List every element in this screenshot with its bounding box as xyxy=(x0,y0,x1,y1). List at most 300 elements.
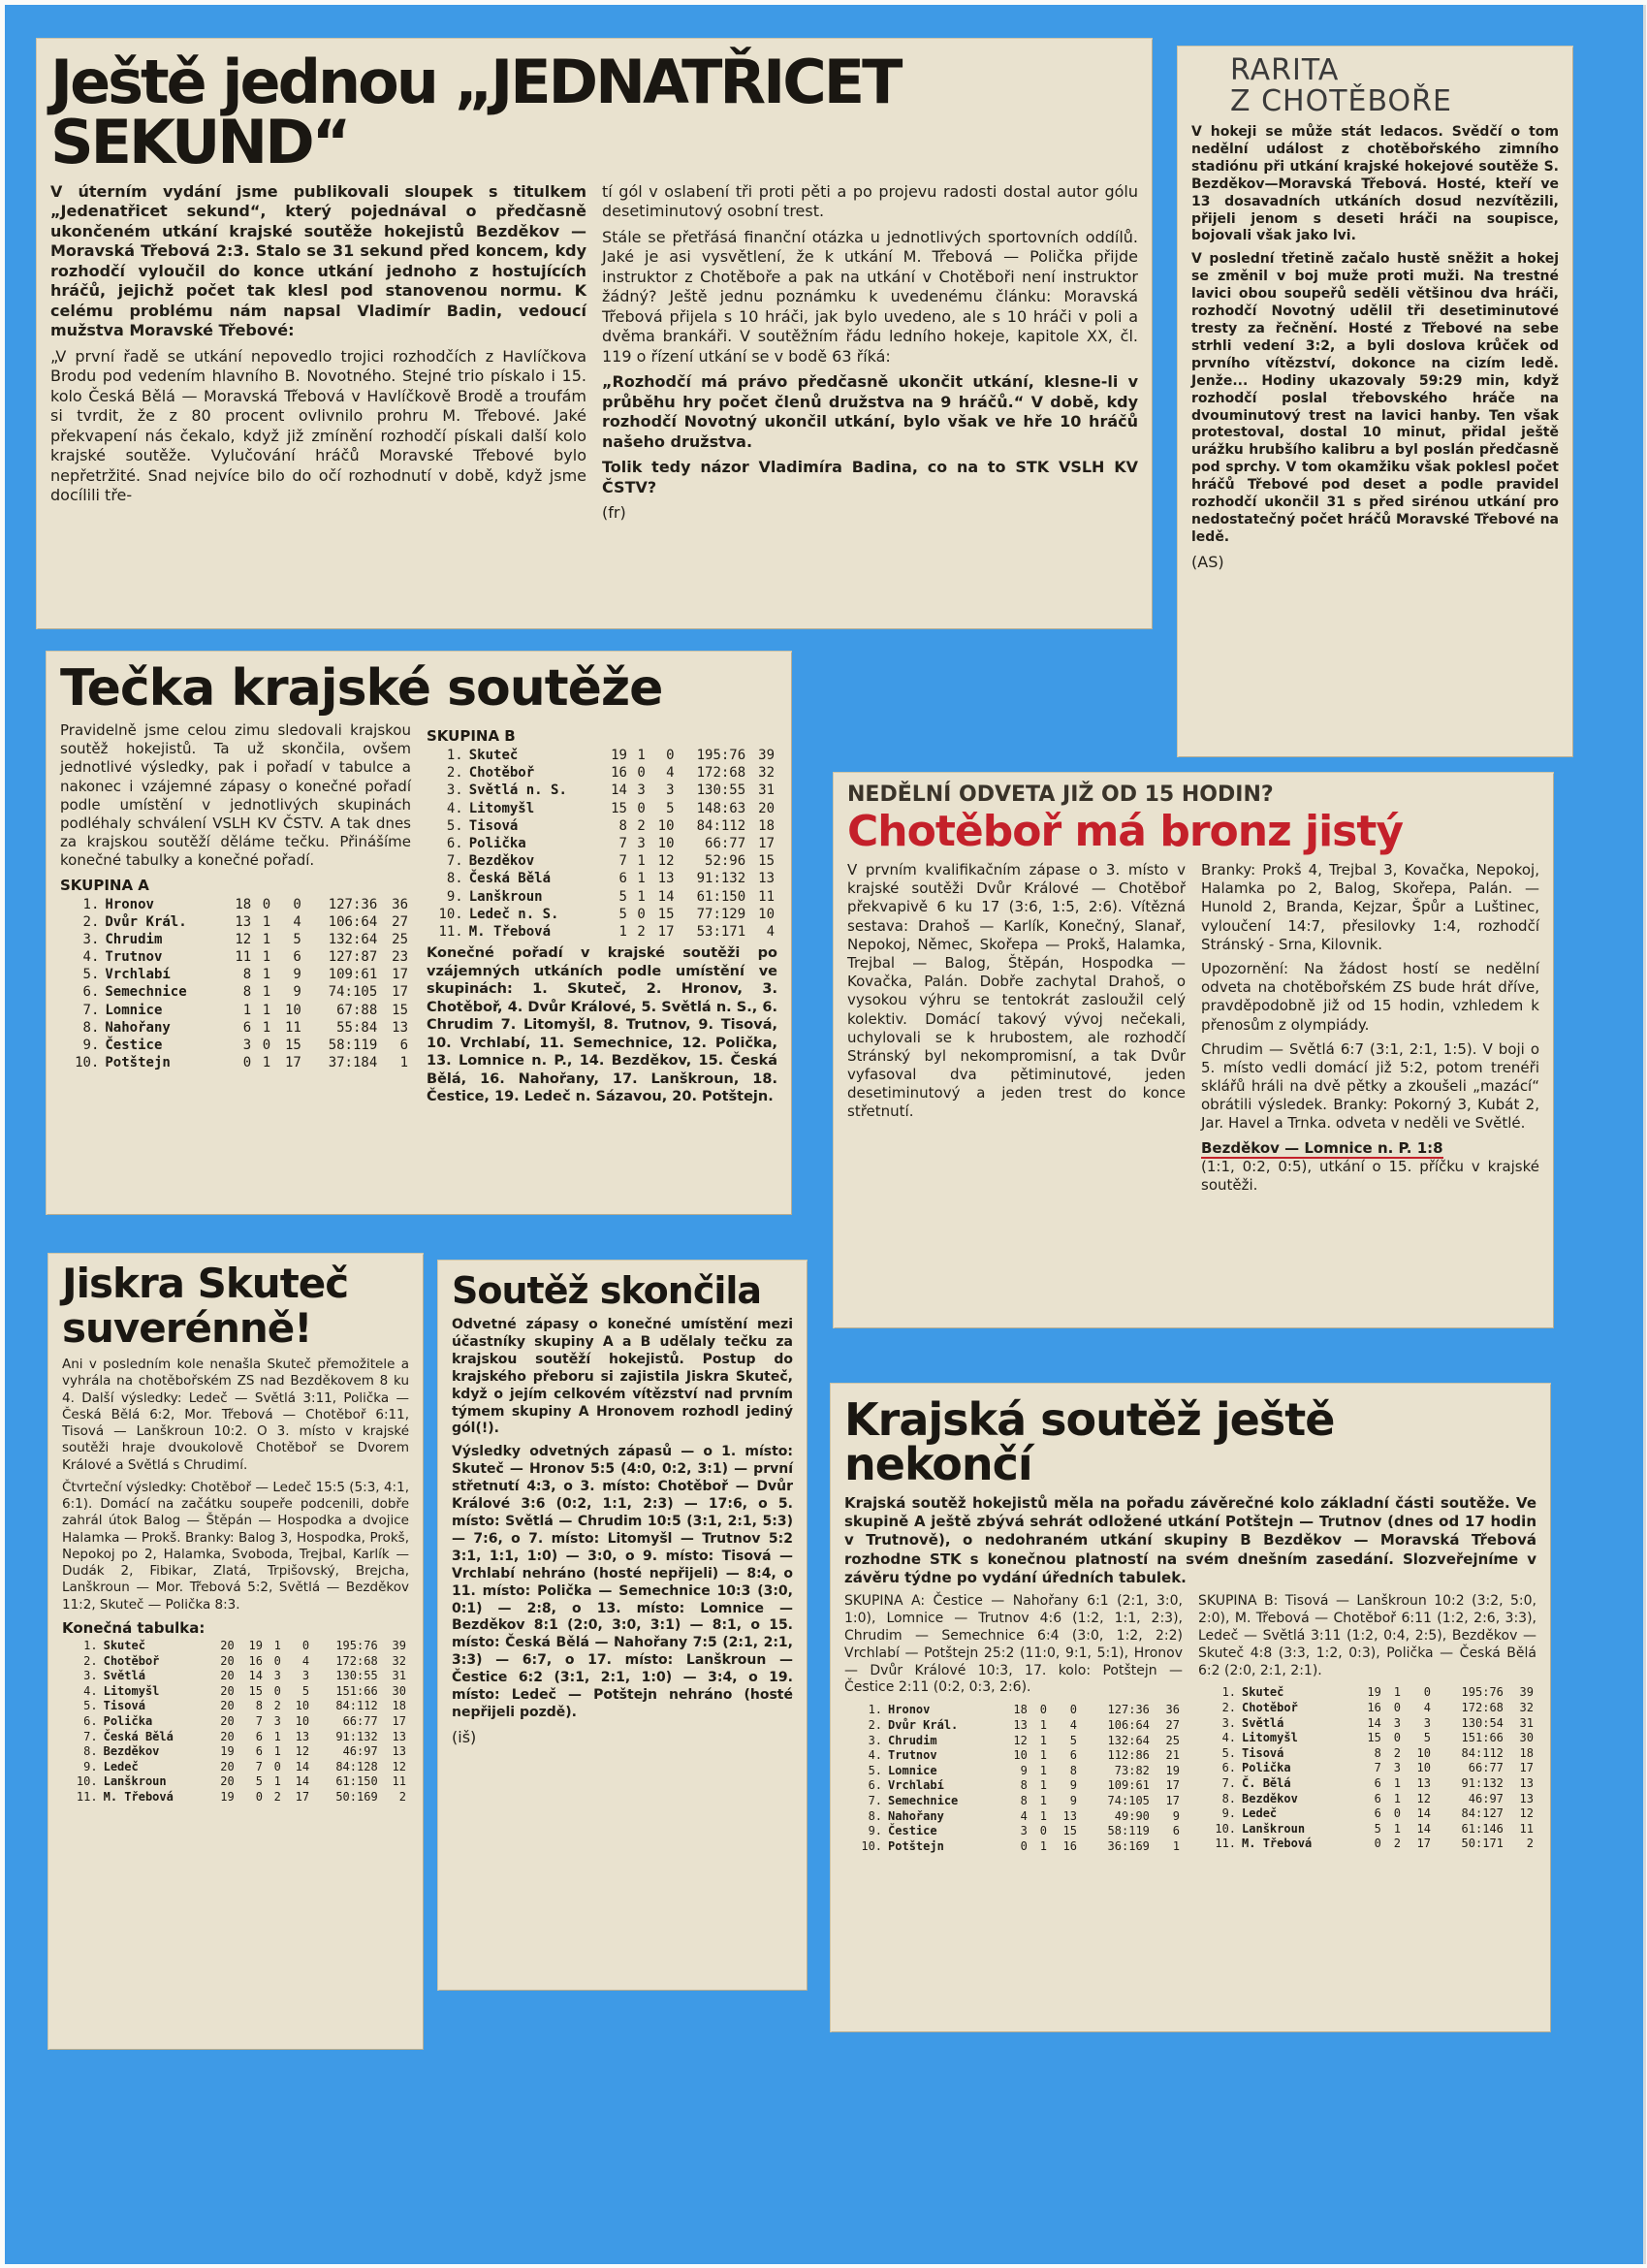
table-cell: 8 xyxy=(1020,1778,1028,1793)
table-cell: 46:97 xyxy=(1468,1791,1504,1805)
table-row xyxy=(427,888,777,906)
table-row xyxy=(844,1718,1183,1734)
team-name: Hronov xyxy=(888,1703,931,1717)
table-cell: 30 xyxy=(392,1683,406,1698)
table-cell: 18 xyxy=(1013,1703,1028,1717)
table-cell: 2 xyxy=(273,1789,281,1804)
table-cell: 5 xyxy=(293,931,301,947)
table-cell: 7 xyxy=(255,1759,263,1773)
table-cell: 30 xyxy=(1519,1731,1534,1745)
article-paragraph: Čtvrteční výsledky: Chotěboř — Ledeč 15:5 (5:3, 4:1, 6:1). Domácí na začátku soupeře podcenili, dobře zahrál útok Balog — Štěpán — Hospodka a dvojice Halamka — Prokš. Branky: Balog 3, Hospodka, Prokš, Nepokoj po 2, Halamka, Svoboda, Trejbal, Karlík — Dudák 2, Fibikar, Zlatá, Trpišovský, Brejcha, Lanškroun — Mor. Třebová 5:2, Světlá — Bezděkov 11:2, Skuteč — Polička 8:3. xyxy=(62,1479,409,1613)
table-cell: 7. xyxy=(83,1729,98,1743)
table-cell: 1 xyxy=(637,871,646,887)
article-paragraph: V prvním kvalifikačním zápase o 3. místo v krajské soutěži Dvůr Králové — Chotěboř překvapivě 6 ku 17 (3:6, 1:5, 2:6). Vítězná sestava: Drahoš — Karlík, Konečný, Slanař, Nepokoj, Němec, Skořepa — Prokš, Halamka, Trejbal — Balog, Štěpán, Hospodka — Kovačka, Palán. Dobře zachytal Drahoš, o vysokou výhru se tentokrát zasloužil celý kolektiv. Domácí takový vývoj nečekali, uchylovali se k hrubostem, ale rozhodčí Stránský byl nekompromisní, a tak Dvůr vyfasoval dva pětiminutové, jeden desetiminutový a jeden trest do konce střetnutí. xyxy=(847,861,1186,1121)
table-cell: 13 xyxy=(758,871,775,887)
table-cell: 1 xyxy=(637,853,646,870)
table-cell: 84:128 xyxy=(335,1759,378,1773)
table-cell: 10 xyxy=(758,906,775,922)
table-cell: 10. xyxy=(1215,1821,1237,1836)
table-cell: 15 xyxy=(611,800,627,816)
table-cell: 1 xyxy=(273,1744,281,1759)
table-cell: 1 xyxy=(1393,1821,1401,1836)
team-name: Skuteč xyxy=(103,1638,145,1652)
table-row xyxy=(60,966,411,983)
table-cell: 15 xyxy=(657,906,675,922)
table-cell: 66:77 xyxy=(1468,1761,1504,1775)
table-cell: 39 xyxy=(758,748,775,763)
table-cell: 3. xyxy=(868,1733,883,1747)
table-cell: 3. xyxy=(83,1669,98,1683)
table-cell: 6. xyxy=(82,984,100,1001)
table-cell: 1 xyxy=(637,748,646,763)
table-row xyxy=(427,923,777,941)
table-cell: 6 xyxy=(399,1038,408,1053)
table-cell: 127:87 xyxy=(328,949,378,966)
table-row xyxy=(62,1669,409,1684)
table-cell: 7 xyxy=(255,1713,263,1728)
article-paragraph: Výsledky odvetných zápasů — o 1. místo: Skuteč — Hronov 5:5 (4:0, 0:2, 3:1) — první střetnutí 4:3, o 3. místo: Chotěboř — Dvůr Králové 3:6 (0:2, 1:1, 2:3) — 17:6, o 5. místo: Světlá — Chrudim 10:5 (3:1, 2:1, 5:3) — 7:6, o 7. místo: Litomyšl — Trutnov 5:2 3:1, 1:1, 1:0) — 3:0, o 9. místo: Tisová — Vrchlabí nehráno (hosté nepřijeli) — 8:4, o 11. místo: Polička — Semechnice 10:3 (3:0, 0:1) — 2:8, o 13. místo: Lomnice — Bezděkov 8:1 (2:0, 3:0, 3:1) — 8:1, o 15. místo: Česká Bělá — Nahořany 7:5 (2:1, 2:1, 3:3) — 6:7, o 17. místo: Lanškroun — Čestice 6:2 (3:1, 2:1, 1:0) — 3:4, o 19. místo: Ledeč — Potštejn nehráno (hosté nepřijeli pozdě). xyxy=(452,1444,793,1720)
table-row xyxy=(844,1824,1183,1839)
table-cell: 7 xyxy=(1374,1761,1381,1775)
team-name: Čestice xyxy=(888,1824,937,1838)
table-cell: 74:105 xyxy=(1107,1793,1150,1807)
team-name: Semechnice xyxy=(888,1793,959,1807)
team-name: Chrudim xyxy=(105,931,163,947)
table-cell: 12 xyxy=(657,853,675,870)
table-cell: 50:169 xyxy=(335,1789,378,1804)
table-cell: 27 xyxy=(1165,1717,1180,1732)
table-cell: 9. xyxy=(83,1759,98,1773)
table-cell: 8 xyxy=(618,817,627,834)
table-cell: 4. xyxy=(1221,1731,1237,1745)
table-cell: 8 xyxy=(1069,1763,1077,1777)
table-cell: 0 xyxy=(273,1759,281,1773)
table-cell: 0 xyxy=(637,906,646,922)
table-cell: 6. xyxy=(446,835,463,851)
table-cell: 66:77 xyxy=(342,1713,378,1728)
table-cell: 12 xyxy=(295,1744,310,1759)
team-name: Světlá n. S. xyxy=(468,783,567,799)
table-cell: 1 xyxy=(1039,1748,1047,1763)
table-cell: 4 xyxy=(1423,1701,1431,1715)
table-row xyxy=(1198,1837,1536,1852)
table-cell: 172:68 xyxy=(696,765,746,782)
table-cell: 67:88 xyxy=(336,1002,378,1018)
table-row xyxy=(844,1809,1183,1825)
table-cell: 10 xyxy=(1416,1745,1431,1760)
table-cell: 3 xyxy=(273,1713,281,1728)
table-cell: 11. xyxy=(1215,1837,1237,1851)
team-name: Skuteč xyxy=(468,748,519,763)
table-cell: 74:105 xyxy=(328,984,378,1001)
table-cell: 1 xyxy=(262,1055,271,1071)
team-name: Chotěboř xyxy=(1242,1701,1298,1715)
table-cell: 91:132 xyxy=(696,871,746,887)
table-cell: 127:36 xyxy=(328,896,378,912)
table-cell: 1 xyxy=(1393,1685,1401,1700)
table-cell: 3. xyxy=(446,783,463,799)
table-row xyxy=(60,1019,411,1037)
team-name: Bezděkov xyxy=(468,853,535,870)
group-a-results: SKUPINA A: Čestice — Nahořany 6:1 (2:1, 3:0, 1:0), Lomnice — Trutnov 4:6 (1:2, 1:1, 2:3), Chrudim — Semechnice 6:4 (3:0, 1:2, 2:2) Vrchlabí — Potštejn 25:2 (11:0, 9:1, 5:1), Hronov — Dvůr Králové 10:3, 17. kolo: Potštejn — Čestice 2:11 (0:2, 0:3, 2:6). xyxy=(844,1592,1183,1696)
table-cell: 20 xyxy=(220,1638,235,1652)
table-cell: 13 xyxy=(235,913,252,930)
table-cell: 9. xyxy=(868,1824,883,1838)
table-row xyxy=(844,1734,1183,1749)
table-cell: 17 xyxy=(295,1789,310,1804)
table-row xyxy=(62,1744,409,1760)
table-cell: 1. xyxy=(868,1703,883,1717)
table-cell: 127:36 xyxy=(1107,1703,1150,1717)
table-cell: 8. xyxy=(868,1808,883,1823)
table-cell: 9. xyxy=(1221,1806,1237,1821)
table-cell: 18 xyxy=(235,896,252,912)
table-cell: 6 xyxy=(1172,1824,1180,1838)
table-cell: 7. xyxy=(868,1793,883,1807)
table-cell: 58:119 xyxy=(1107,1824,1150,1838)
table-cell: 20 xyxy=(220,1669,235,1683)
table-cell: 12 xyxy=(392,1759,406,1773)
table-cell: 13 xyxy=(392,1744,406,1759)
clipping-rarita xyxy=(1178,47,1572,756)
table-cell: 73:82 xyxy=(1114,1763,1150,1777)
table-cell: 8 xyxy=(1020,1793,1028,1807)
team-name: Trutnov xyxy=(105,949,163,966)
table-cell: 172:68 xyxy=(335,1653,378,1668)
table-cell: 172:68 xyxy=(1461,1701,1504,1715)
table-cell: 3 xyxy=(301,1669,310,1683)
team-name: Potštejn xyxy=(105,1055,171,1071)
table-cell: 13 xyxy=(1519,1791,1534,1805)
table-cell: 7. xyxy=(446,853,463,870)
table-cell: 66:77 xyxy=(705,835,746,851)
team-name: Polička xyxy=(1242,1761,1291,1775)
table-cell: 1 xyxy=(1039,1733,1047,1747)
table-cell: 1 xyxy=(1172,1838,1180,1853)
table-cell: 25 xyxy=(392,931,408,947)
table-cell: 6 xyxy=(255,1729,263,1743)
table-cell: 19 xyxy=(220,1744,235,1759)
article-paragraph: Upozornění: Na žádost hostí se nedělní odveta na chotěbořském ZS bude hrát dříve, pravděpodobně již od 15 hodin, vzhledem k přenosům z olympiády. xyxy=(1201,959,1539,1034)
table-cell: 19 xyxy=(1165,1763,1180,1777)
table-cell: 39 xyxy=(1519,1685,1534,1700)
table-cell: 10 xyxy=(1416,1761,1431,1775)
table-row xyxy=(60,1002,411,1019)
table-caption: Konečná tabulka: xyxy=(62,1618,206,1637)
table-cell: 16 xyxy=(611,765,627,782)
table-cell: 8. xyxy=(446,871,463,887)
team-name: Česká Bělá xyxy=(103,1729,174,1743)
author-signature: (AS) xyxy=(1191,552,1224,571)
table-cell: 9. xyxy=(82,1038,100,1053)
table-cell: 36 xyxy=(392,896,408,912)
table-cell: 15 xyxy=(1367,1731,1381,1745)
table-cell: 8 xyxy=(242,967,252,983)
team-name: Polička xyxy=(103,1713,153,1728)
table-cell: 4. xyxy=(82,949,100,966)
table-cell: 10 xyxy=(657,817,675,834)
table-cell: 19 xyxy=(220,1789,235,1804)
table-cell: 13 xyxy=(1062,1808,1077,1823)
table-cell: 0 xyxy=(242,1055,252,1071)
table-cell: 10. xyxy=(75,1055,100,1071)
clipping-headline: Tečka krajské soutěže xyxy=(60,659,663,718)
table-cell: 4 xyxy=(1069,1717,1077,1732)
table-cell: 6. xyxy=(83,1713,98,1728)
table-cell: 0 xyxy=(637,765,646,782)
table-cell: 3 xyxy=(1393,1761,1401,1775)
team-name: Č. Bělá xyxy=(1242,1776,1291,1791)
team-name: M. Třebová xyxy=(1242,1837,1313,1851)
table-cell: 4 xyxy=(766,923,775,940)
table-cell: 2 xyxy=(398,1789,406,1804)
table-cell: 4 xyxy=(293,913,301,930)
table-cell: 0 xyxy=(293,896,301,912)
table-cell: 1 xyxy=(618,923,627,940)
table-cell: 20 xyxy=(220,1699,235,1713)
table-cell: 13 xyxy=(392,1019,408,1036)
team-name: Bezděkov xyxy=(103,1744,160,1759)
table-cell: 46:97 xyxy=(342,1744,378,1759)
table-cell: 5 xyxy=(255,1774,263,1789)
table-cell: 6 xyxy=(1374,1806,1381,1821)
table-cell: 55:84 xyxy=(336,1019,378,1036)
table-cell: 6 xyxy=(242,1019,252,1036)
table-cell: 31 xyxy=(392,1669,406,1683)
table-cell: 14 xyxy=(1367,1715,1381,1730)
table-cell: 20 xyxy=(220,1653,235,1668)
table-cell: 84:112 xyxy=(696,817,746,834)
table-cell: 2. xyxy=(868,1717,883,1732)
table-cell: 21 xyxy=(1165,1748,1180,1763)
clipping-headline: Ještě jednou „JEDNATŘICET SEKUND“ xyxy=(50,47,901,177)
table-cell: 0 xyxy=(637,800,646,816)
table-cell: 61:150 xyxy=(696,888,746,905)
final-order: Konečné pořadí v krajské soutěži po vzájemných utkáních podle umístění ve skupinách: 1. Skuteč, 2. Hronov, 3. Chotěboř, 4. Dvůr Králové, 5. Světlá n. S., 6. Chrudim 7. Litomyšl, 8. Trutnov, 9. Tisová, 10. Vrchlabí, 11. Semechnice, 12. Polička, 13. Lomnice n. P., 14. Bezděkov, 15. Česká Bělá, 16. Nahořany, 17. Lanškroun, 18. Čestice, 19. Ledeč n. Sázavou, 20. Potštejn. xyxy=(427,945,777,1105)
table-cell: 5 xyxy=(1423,1731,1431,1745)
table-cell: 20 xyxy=(220,1729,235,1743)
clipping-soutez-skoncila xyxy=(438,1261,807,1990)
table-cell: 1 xyxy=(273,1638,281,1652)
table-cell: 1 xyxy=(1039,1808,1047,1823)
clipping-headline: Jiskra Skuteč xyxy=(62,1260,349,1307)
clipping-jiskra-skutec xyxy=(48,1254,423,2049)
table-cell: 36:169 xyxy=(1107,1838,1150,1853)
table-cell: 195:76 xyxy=(696,748,746,763)
table-cell: 52:96 xyxy=(705,853,746,870)
table-row xyxy=(60,896,411,913)
table-row xyxy=(1198,1806,1536,1822)
table-cell: 11. xyxy=(76,1789,98,1804)
team-name: Ledeč xyxy=(1242,1806,1278,1821)
table-row xyxy=(60,913,411,931)
table-row xyxy=(427,835,777,852)
group-b-table xyxy=(427,747,777,941)
table-cell: 1 xyxy=(637,888,646,905)
table-cell: 37:184 xyxy=(328,1055,378,1071)
table-row xyxy=(62,1654,409,1670)
group-b-table xyxy=(1198,1685,1536,1852)
table-cell: 20 xyxy=(220,1683,235,1698)
team-name: Dvůr Král. xyxy=(888,1717,959,1732)
table-row xyxy=(62,1714,409,1730)
table-cell: 39 xyxy=(392,1638,406,1652)
article-paragraph: Odvetné zápasy o konečné umístění mezi účastníky skupiny A a B udělaly tečku za krajskou soutěží hokejistů. Postup do krajského přeboru si zajistila Jiskra Skuteč, když o jejím celkovém vítězství nad prvním týmem skupiny A Hronovem rozhodl jediný gól(!). xyxy=(452,1317,793,1437)
table-cell: 132:64 xyxy=(1107,1733,1150,1747)
table-cell: 32 xyxy=(758,765,775,782)
team-name: Chotěboř xyxy=(468,765,535,782)
table-cell: 5 xyxy=(1374,1821,1381,1836)
article-paragraph: „V první řadě se utkání nepovedlo trojici rozhodčích z Havlíčkova Brodu pod vedením hlavního B. Novotného. Stejné trio pískalo i 15. kolo Česká Bělá — Moravská Třebová v Havlíčkově Brodě a troufám si tvrdit, že z 80 procent ovlivnilo prohru M. Třebové. Jaké překvapení nás čekalo, když již zmínění rozhodčí pískali další kolo krajské soutěže. Vylučování hráčů Moravské Třebové bylo nepřetržité. Snad nejvíce bilo do očí rozhodnutí v době, když jsme docílili tře- xyxy=(50,346,586,505)
table-cell: 0 xyxy=(1393,1806,1401,1821)
team-name: Tisová xyxy=(1242,1745,1284,1760)
table-cell: 2. xyxy=(1221,1701,1237,1715)
clipping-krajska-soutez xyxy=(831,1384,1550,2031)
table-cell: 1 xyxy=(262,967,271,983)
table-cell: 109:61 xyxy=(328,967,378,983)
team-name: Nahořany xyxy=(888,1808,944,1823)
team-name: Lomnice xyxy=(105,1002,163,1018)
table-cell: 13 xyxy=(1519,1776,1534,1791)
table-cell: 2 xyxy=(637,923,646,940)
team-name: Bezděkov xyxy=(1242,1791,1298,1805)
table-cell: 77:129 xyxy=(696,906,746,922)
table-cell: 1 xyxy=(273,1774,281,1789)
table-cell: 16 xyxy=(1062,1838,1077,1853)
table-cell: 1 xyxy=(1039,1717,1047,1732)
clipping-headline: Soutěž skončila xyxy=(452,1269,762,1312)
table-row xyxy=(844,1764,1183,1779)
table-cell: 53:171 xyxy=(696,923,746,940)
table-cell: 32 xyxy=(392,1653,406,1668)
table-cell: 15 xyxy=(1062,1824,1077,1838)
team-name: Nahořany xyxy=(105,1019,171,1036)
team-name: Semechnice xyxy=(105,984,187,1001)
table-cell: 18 xyxy=(392,1699,406,1713)
team-name: Světlá xyxy=(1242,1715,1284,1730)
table-cell: 58:119 xyxy=(328,1038,378,1053)
table-cell: 5. xyxy=(82,967,100,983)
table-cell: 9. xyxy=(446,888,463,905)
team-name: Česká Bělá xyxy=(468,871,552,887)
team-name: Ledeč n. S. xyxy=(468,906,559,922)
table-cell: 61:146 xyxy=(1461,1821,1504,1836)
table-cell: 130:54 xyxy=(1461,1715,1504,1730)
table-cell: 9 xyxy=(1020,1763,1028,1777)
table-cell: 151:66 xyxy=(1461,1731,1504,1745)
table-row xyxy=(1198,1792,1536,1807)
table-cell: 17 xyxy=(1416,1837,1431,1851)
table-cell: 6 xyxy=(255,1744,263,1759)
table-cell: 0 xyxy=(1039,1824,1047,1838)
table-cell: 6 xyxy=(1374,1776,1381,1791)
table-cell: 5 xyxy=(666,800,675,816)
table-cell: 14 xyxy=(295,1774,310,1789)
table-cell: 0 xyxy=(273,1683,281,1698)
table-row xyxy=(62,1730,409,1745)
table-cell: 10. xyxy=(861,1838,883,1853)
table-cell: 5 xyxy=(301,1683,310,1698)
table-row xyxy=(1198,1701,1536,1716)
table-row xyxy=(427,852,777,870)
table-row xyxy=(60,931,411,948)
author-signature: (fr) xyxy=(602,503,626,523)
team-name: Skuteč xyxy=(1242,1685,1284,1700)
table-cell: 91:132 xyxy=(1461,1776,1504,1791)
table-cell: 13 xyxy=(1013,1717,1028,1732)
table-row xyxy=(427,817,777,835)
table-cell: 14 xyxy=(248,1669,263,1683)
table-row xyxy=(844,1748,1183,1764)
table-row xyxy=(1198,1731,1536,1746)
table-cell: 0 xyxy=(1039,1703,1047,1717)
clipping-headline: Chotěboř má bronz jistý xyxy=(847,807,1404,856)
article-paragraph: Tolik tedy názor Vladimíra Badina, co na to STK VSLH KV ČSTV? xyxy=(602,458,1138,496)
table-cell: 1 xyxy=(262,1019,271,1036)
table-cell: 84:112 xyxy=(335,1699,378,1713)
table-cell: 106:64 xyxy=(1107,1717,1150,1732)
table-cell: 14 xyxy=(657,888,675,905)
table-row xyxy=(1198,1716,1536,1732)
table-row xyxy=(62,1760,409,1775)
table-row xyxy=(1198,1746,1536,1762)
article-paragraph: tí gól v oslabení tři proti pěti a po projevu radosti dostal autor gólu desetiminutový osobní trest. xyxy=(602,182,1138,221)
group-a-table xyxy=(844,1703,1183,1854)
table-cell: 6 xyxy=(1374,1791,1381,1805)
table-row xyxy=(62,1639,409,1654)
table-cell: 1. xyxy=(446,748,463,763)
author-signature: (iš) xyxy=(452,1727,477,1746)
table-cell: 20 xyxy=(220,1774,235,1789)
table-cell: 3 xyxy=(1423,1715,1431,1730)
table-cell: 4 xyxy=(1020,1808,1028,1823)
table-cell: 0 xyxy=(273,1653,281,1668)
table-cell: 5. xyxy=(83,1699,98,1713)
table-cell: 1. xyxy=(1221,1685,1237,1700)
team-name: Lanškroun xyxy=(1242,1821,1306,1836)
table-cell: 6 xyxy=(293,949,301,966)
table-cell: 19 xyxy=(248,1638,263,1652)
table-cell: 1 xyxy=(399,1055,408,1071)
table-cell: 1 xyxy=(1039,1763,1047,1777)
table-cell: 11 xyxy=(392,1774,406,1789)
table-cell: 12 xyxy=(235,931,252,947)
table-cell: 1 xyxy=(1393,1776,1401,1791)
table-cell: 4. xyxy=(868,1748,883,1763)
table-cell: 11 xyxy=(758,888,775,905)
table-cell: 32 xyxy=(1519,1701,1534,1715)
table-cell: 11. xyxy=(438,923,463,940)
table-cell: 17 xyxy=(285,1055,301,1071)
table-cell: 3 xyxy=(273,1669,281,1683)
team-name: Litomyšl xyxy=(468,800,535,816)
table-cell: 10 xyxy=(295,1713,310,1728)
table-cell: 10 xyxy=(295,1699,310,1713)
table-row xyxy=(1198,1776,1536,1792)
table-cell: 11 xyxy=(235,949,252,966)
table-cell: 1 xyxy=(1039,1793,1047,1807)
table-cell: 8. xyxy=(83,1744,98,1759)
table-cell: 1. xyxy=(83,1638,98,1652)
team-name: Chrudim xyxy=(888,1733,937,1747)
table-cell: 5. xyxy=(1221,1745,1237,1760)
table-cell: 10 xyxy=(657,835,675,851)
table-cell: 0 xyxy=(666,748,675,763)
table-cell: 9 xyxy=(1069,1793,1077,1807)
team-name: Vrchlabí xyxy=(888,1778,944,1793)
article-paragraph: V úterním vydání jsme publikovali sloupek s titulkem „Jedenatřicet sekund“, který pojednával o předčasně ukončeném utkání krajské soutěže hokejistů Bezděkov — Moravská Třebová 2:3. Stalo se 31 sekund před koncem, kdy rozhodčí vyloučil do konce utkání jednoho z hostujících hráčů, jejichž počet tak klesl pod stanovenou normu. K celému problému nám napsal Vladimír Badin, vedoucí mužstva Moravské Třebové: xyxy=(50,182,586,340)
table-cell: 0 xyxy=(1020,1838,1028,1853)
